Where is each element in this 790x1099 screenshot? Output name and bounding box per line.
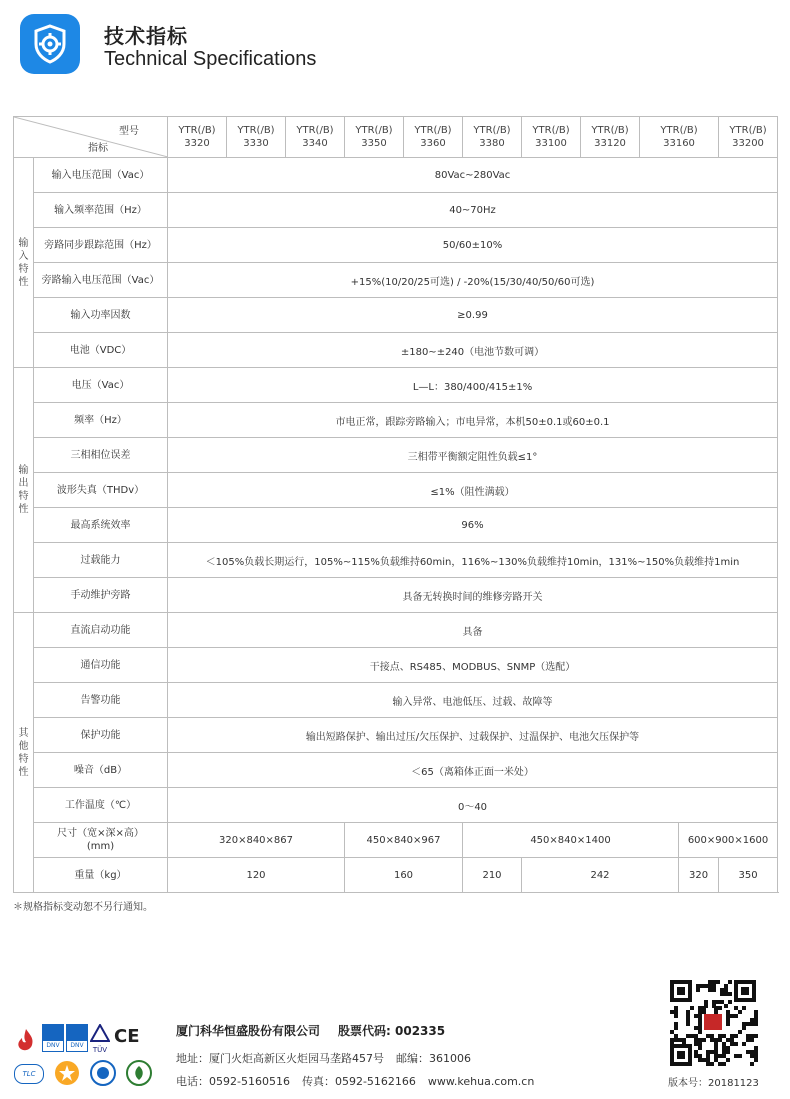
certification-seal-icon [90, 1060, 116, 1090]
row-label: 输入频率范围（Hz） [34, 193, 168, 228]
row-value: ±180~±240（电池节数可调） [168, 333, 778, 368]
flame-logo-icon [14, 1028, 38, 1058]
row-value: +15%(10/20/25可选) / -20%(15/30/40/50/60可选) [168, 263, 778, 298]
row-value: 市电正常，跟踪旁路输入；市电异常，本机50±0.1或60±0.1 [168, 403, 778, 438]
weight-value: 210 [463, 858, 522, 893]
row-label: 最高系统效率 [34, 508, 168, 543]
row-label: 噪音（dB） [34, 753, 168, 788]
table-row [14, 403, 778, 438]
corner-index-label: 指标 [88, 143, 108, 154]
model-header-row [14, 117, 778, 158]
table-row [14, 263, 778, 298]
website-link[interactable]: www.kehua.com.cn [427, 1075, 535, 1088]
model-cell: YTR(/B) 3380 [463, 117, 522, 158]
row-label: 旁路同步跟踪范围（Hz） [34, 228, 168, 263]
table-row [14, 648, 778, 683]
model-cell: YTR(/B) 33120 [581, 117, 640, 158]
row-label: 直流启动功能 [34, 613, 168, 648]
spec-note: ＊规格指标变动恕不另行通知。 [13, 902, 153, 913]
corner-model-label: 型号 [119, 126, 139, 137]
row-label: 旁路输入电压范围（Vac） [34, 263, 168, 298]
row-label: 工作温度（℃） [34, 788, 168, 823]
row-value: 输入异常、电池低压、过载、故障等 [168, 683, 778, 718]
table-row [14, 788, 778, 823]
award-logo-icon [54, 1060, 80, 1090]
table-row [14, 193, 778, 228]
row-label: 电池（VDC） [34, 333, 168, 368]
row-label: 输入电压范围（Vac） [34, 158, 168, 193]
tuv-logo-icon: TÜV [90, 1024, 110, 1054]
dnv-logo-icon: DNV [42, 1024, 64, 1052]
table-row [14, 298, 778, 333]
row-value: 具备无转换时间的维修旁路开关 [168, 578, 778, 613]
company-name: 厦门科华恒盛股份有限公司 [176, 1024, 321, 1038]
table-row [14, 438, 778, 473]
row-label: 三相相位误差 [34, 438, 168, 473]
size-value: 450×840×967 [345, 823, 463, 858]
gear-shield-icon [20, 14, 80, 74]
size-value: 450×840×1400 [463, 823, 679, 858]
row-value: 输出短路保护、输出过压/欠压保护、过载保护、过温保护、电池欠压保护等 [168, 718, 778, 753]
row-label: 通信功能 [34, 648, 168, 683]
weight-value: 320 [679, 858, 719, 893]
company-address: 地址：厦门火炬高新区火炬园马垄路457号 邮编：361006 [176, 1052, 471, 1065]
table-row [14, 473, 778, 508]
model-cell: YTR(/B) 33160 [640, 117, 719, 158]
spec-table [13, 116, 778, 893]
row-value: 80Vac~280Vac [168, 158, 778, 193]
row-value: ≥0.99 [168, 298, 778, 333]
weight-value: 160 [345, 858, 463, 893]
row-value: 具备 [168, 613, 778, 648]
row-value: 40~70Hz [168, 193, 778, 228]
row-value: 0～40 [168, 788, 778, 823]
table-row [14, 718, 778, 753]
corner-cell [14, 117, 168, 158]
model-cell: YTR(/B) 3350 [345, 117, 404, 158]
row-label: 频率（Hz） [34, 403, 168, 438]
row-label: 输入功率因数 [34, 298, 168, 333]
table-row [14, 578, 778, 613]
table-row [14, 613, 778, 648]
weight-value: 120 [168, 858, 345, 893]
page-title-en: Technical Specifications [104, 48, 317, 70]
table-row [14, 683, 778, 718]
row-label: 过载能力 [34, 543, 168, 578]
group-input-label: 输 入 特 性 [14, 158, 34, 368]
page-title-cn: 技术指标 [104, 24, 188, 48]
table-row [14, 508, 778, 543]
row-value: 三相带平衡额定阻性负载≤1° [168, 438, 778, 473]
table-row [14, 368, 778, 403]
model-cell: YTR(/B) 33100 [522, 117, 581, 158]
company-contact: 电话：0592-5160516 传真：0592-5162166 www.kehua.com.cn [176, 1075, 535, 1088]
group-output-label: 输 出 特 性 [14, 368, 34, 613]
row-label: 告警功能 [34, 683, 168, 718]
qr-code-icon [668, 978, 758, 1068]
dnv-logo-icon: DNV [66, 1024, 88, 1052]
weight-value: 242 [522, 858, 679, 893]
ce-logo-icon: CE [114, 1026, 140, 1047]
table-row [14, 333, 778, 368]
model-cell: YTR(/B) 33200 [719, 117, 778, 158]
weight-row [14, 858, 778, 893]
company-info [176, 1022, 445, 1039]
size-value: 600×900×1600 [679, 823, 778, 858]
model-cell: YTR(/B) 3320 [168, 117, 227, 158]
model-cell: YTR(/B) 3360 [404, 117, 463, 158]
row-label: 尺寸（宽×深×高） (mm) [34, 823, 168, 858]
row-label: 电压（Vac） [34, 368, 168, 403]
size-value: 320×840×867 [168, 823, 345, 858]
row-label: 波形失真（THDv） [34, 473, 168, 508]
row-value: 50/60±10% [168, 228, 778, 263]
row-value: ＜65（离箱体正面一米处） [168, 753, 778, 788]
page-header [20, 14, 780, 74]
weight-value: 350 [719, 858, 778, 893]
row-label: 重量（kg） [34, 858, 168, 893]
size-row [14, 823, 778, 858]
stock-code: 股票代码: 002335 [338, 1024, 446, 1038]
row-value: 96% [168, 508, 778, 543]
group-other-label: 其 他 特 性 [14, 613, 34, 893]
table-row [14, 543, 778, 578]
row-value: ≤1%（阻性满载） [168, 473, 778, 508]
table-row [14, 753, 778, 788]
version-number: 版本号：20181123 [668, 1078, 759, 1089]
table-row [14, 158, 778, 193]
model-cell: YTR(/B) 3340 [286, 117, 345, 158]
row-value: ＜105%负载长期运行，105%~115%负载维持60min，116%~130%负载维持10min，131%~150%负载维持1min [168, 543, 778, 578]
certification-logos [14, 1020, 164, 1090]
table-row [14, 228, 778, 263]
environment-logo-icon [126, 1060, 152, 1090]
model-cell: YTR(/B) 3330 [227, 117, 286, 158]
tlc-logo-icon: TLC [14, 1064, 44, 1084]
row-label: 保护功能 [34, 718, 168, 753]
row-label: 手动维护旁路 [34, 578, 168, 613]
row-value: L—L：380/400/415±1% [168, 368, 778, 403]
row-value: 干接点、RS485、MODBUS、SNMP（选配） [168, 648, 778, 683]
